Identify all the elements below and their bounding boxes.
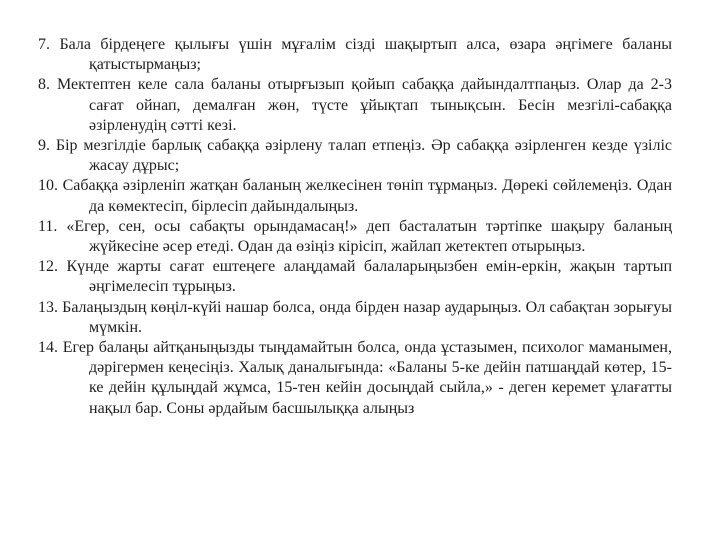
item-text: Мектептен келе сала баланы отырғызып қойып сабаққа дайындалтпаңыз. Олар да 2-3 сағат ойнап, демалған жөн, түсте ұйықтап тынықсын. Бесін мезгілі-сабаққа әзірленудің сәтті кезі. (56, 76, 673, 134)
item-number: 14. (38, 339, 58, 357)
item-text: «Егер, сен, осы сабақты орындамасаң!» деп басталатын тәртіпке шақыру баланың жүйкесіне әсер етеді. Одан да өзіңіз кірісіп, жайлап жетектеп отырыңыз. (66, 217, 673, 256)
item-text: Сабаққа әзірленіп жатқан баланың желкесінен төніп тұрмаңыз. Дөрекі сөйлемеңіз. Одан да көмектесіп, бірлесіп дайындалыңыз. (62, 177, 672, 215)
item-text: Бір мезгілдіе барлық сабаққа әзірлену талап етпеңіз. Әр сабаққа әзірленген кезде үзіліс жасау дұрыс; (55, 137, 673, 175)
list-item (38, 338, 672, 419)
item-text: Бала бірдеңеге қылығы үшін мұғалім сізді шақыртып алса, өзара әңгімеге баланы қатыстырмаңыз; (59, 36, 673, 74)
item-number: 12. (38, 258, 58, 276)
item-number: 13. (38, 298, 58, 316)
item-number: 7. (38, 36, 50, 53)
item-text: Егер балаңы айтқаныңызды тыңдамайтын болса, онда ұстазымен, психолог маманымен, дәрігермен кеңесіңіз. Халық даналығында: «Баланы 5-ке дейін патшаңдай көтер, 15-ке дейін құлыңдай жұмса, 15-тен кейін досыңдай сыйла,» - деген керемет ұлағатты нақыл бар. Соны әрдайым басшылыққа алыңыз (62, 339, 672, 417)
list-item (38, 35, 672, 75)
list-item (38, 75, 672, 136)
list-item (38, 298, 672, 338)
item-number: 8. (38, 76, 50, 94)
list-item (38, 217, 672, 257)
list-item (38, 176, 672, 216)
list-item (38, 257, 672, 297)
list-item (38, 136, 672, 176)
item-number: 9. (38, 137, 50, 155)
item-text: Балаңыздың көңіл-күйі нашар болса, онда бірден назар аударыңыз. Ол сабақтан зорығуы мүмкін. (62, 298, 673, 336)
item-text: Күнде жарты сағат ештеңеге алаңдамай балаларыңызбен емін-еркін, жақын тартып әңгімелесіп тұрыңыз. (66, 258, 673, 296)
advice-list (38, 35, 672, 419)
item-number: 10. (38, 177, 58, 195)
item-number: 11. (38, 217, 58, 235)
